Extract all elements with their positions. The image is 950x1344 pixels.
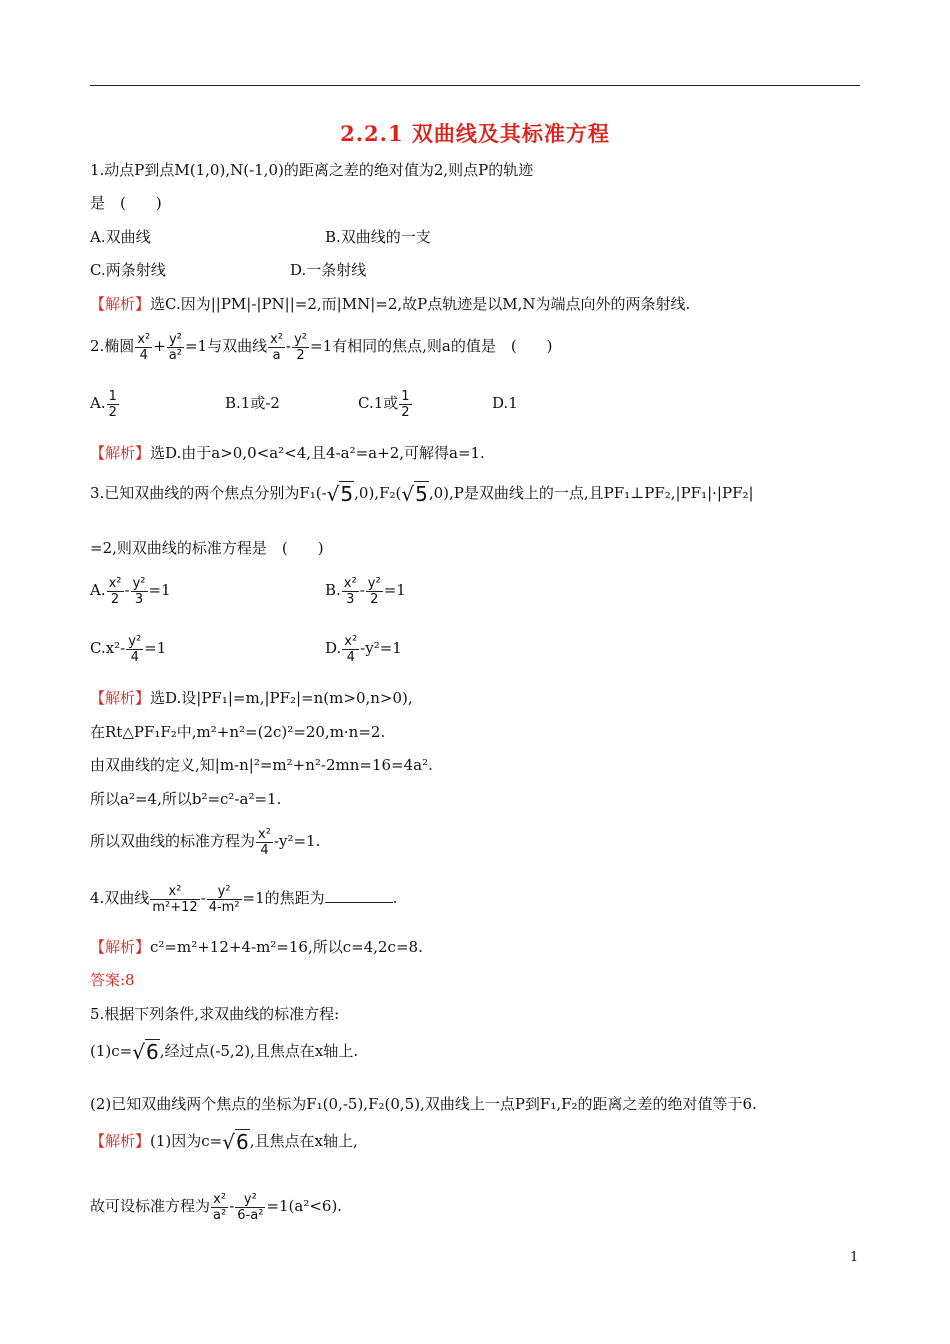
fraction: $\frac{\text{x²}}{4}$	[137, 331, 151, 363]
q3-solution-3: 由双曲线的定义,知|m-n|²=m²+n²-2mn=16=4a².	[90, 756, 433, 774]
q3-solution-4: 所以a²=4,所以b²=c²-a²=1.	[90, 790, 282, 808]
page-number: 1	[850, 1250, 859, 1265]
q1-solution: 【解析】选C.因为||PM|-|PN||=2,而|MN|=2,故P点轨迹是以M,N为端点向外的两条射线.	[90, 295, 691, 313]
q1-option-b: B.双曲线的一支	[325, 228, 431, 246]
q3-solution-1: 【解析】选D.设|PF₁|=m,|PF₂|=n(m>0,n>0),	[90, 689, 413, 707]
answer-blank	[325, 888, 393, 903]
q4-stem: 4.双曲线 $\frac{\text{x²}}{\text{m²+12}}$ - $\frac{\text{y²}}{\text{4-m²}}$ =1的焦距为 .	[90, 883, 398, 915]
fraction: $\frac{\text{y²}}{2}$	[294, 331, 307, 363]
q4-answer: 答案:8	[90, 971, 135, 989]
q3-option-c: C.x²- $\frac{\text{y²}}{4}$ =1	[90, 633, 167, 665]
q1-option-a: A.双曲线	[90, 228, 151, 246]
q2-option-d: D.1	[492, 394, 518, 412]
q5-stem: 5.根据下列条件,求双曲线的标准方程:	[90, 1005, 340, 1023]
header-rule	[90, 85, 860, 86]
q2-option-a: A. $\frac{1}{2}$	[90, 388, 117, 420]
q3-stem-line2: =2,则双曲线的标准方程是 ( )	[90, 539, 324, 557]
q2-stem: 2.椭圆 $\frac{\text{x²}}{4}$ + $\frac{\text{y²}}{\text{a²}}$ =1与双曲线 $\frac{\text{x²}}{a}$ - $\frac{\text{y²}}{2}$ =1有相同的焦点,则a的值是 ( )	[90, 331, 553, 363]
page-title: 2.2.1 双曲线及其标准方程	[340, 121, 610, 146]
q5-solution-1: 【解析】(1)因为c=√6,且焦点在x轴上,	[90, 1130, 358, 1154]
q3-solution-2: 在Rt△PF₁F₂中,m²+n²=(2c)²=20,m·n=2.	[90, 723, 386, 741]
q3-option-a: A. $\frac{\text{x²}}{2}$ - $\frac{\text{y²}}{3}$ =1	[90, 575, 171, 607]
q2-option-c: C.1或 $\frac{1}{2}$	[358, 388, 410, 420]
q3-option-b: B. $\frac{\text{x²}}{3}$ - $\frac{\text{y²}}{2}$ =1	[325, 575, 406, 607]
q2-option-b: B.1或-2	[225, 394, 280, 412]
q2-solution: 【解析】选D.由于a>0,0<a²<4,且4-a²=a+2,可解得a=1.	[90, 444, 485, 462]
solution-tag: 【解析】	[90, 689, 151, 707]
q5-solution-2: 故可设标准方程为 $\frac{\text{x²}}{\text{a²}}$ - $\frac{\text{y²}}{\text{6-a²}}$ =1(a²<6).	[90, 1191, 343, 1223]
solution-tag: 【解析】	[90, 295, 151, 313]
q1-option-d: D.一条射线	[290, 261, 367, 279]
q5-part1: (1)c=√6,经过点(-5,2),且焦点在x轴上.	[90, 1040, 359, 1064]
q4-solution: 【解析】c²=m²+12+4-m²=16,所以c=4,2c=8.	[90, 938, 423, 956]
q1-stem-line1: 1.动点P到点M(1,0),N(-1,0)的距离之差的绝对值为2,则点P的轨迹	[90, 161, 534, 179]
solution-tag: 【解析】	[90, 444, 151, 462]
fraction: $\frac{1}{2}$	[401, 388, 410, 420]
q1-option-c: C.两条射线	[90, 261, 166, 279]
q5-part2: (2)已知双曲线两个焦点的坐标为F₁(0,-5),F₂(0,5),双曲线上一点P到F₁,F₂的距离之差的绝对值等于6.	[90, 1095, 757, 1113]
q3-stem-line1: 3.已知双曲线的两个焦点分别为F₁(-√5,0),F₂(√5,0),P是双曲线上的一点,且PF₁⊥PF₂,|PF₁|·|PF₂|	[90, 478, 754, 509]
sqrt: √5	[326, 482, 354, 506]
fraction: $\frac{\text{y²}}{\text{a²}}$	[168, 331, 182, 363]
fraction: $\frac{1}{2}$	[108, 388, 117, 420]
solution-tag: 【解析】	[90, 1132, 151, 1150]
sqrt: √5	[401, 482, 428, 506]
solution-tag: 【解析】	[90, 938, 151, 956]
fraction: $\frac{\text{x²}}{a}$	[270, 331, 284, 363]
q1-stem-line2: 是 ( )	[90, 194, 162, 212]
q3-solution-5: 所以双曲线的标准方程为 $\frac{\text{x²}}{4}$ -y²=1.	[90, 826, 321, 858]
q3-option-d: D. $\frac{\text{x²}}{4}$ -y²=1	[325, 633, 402, 665]
